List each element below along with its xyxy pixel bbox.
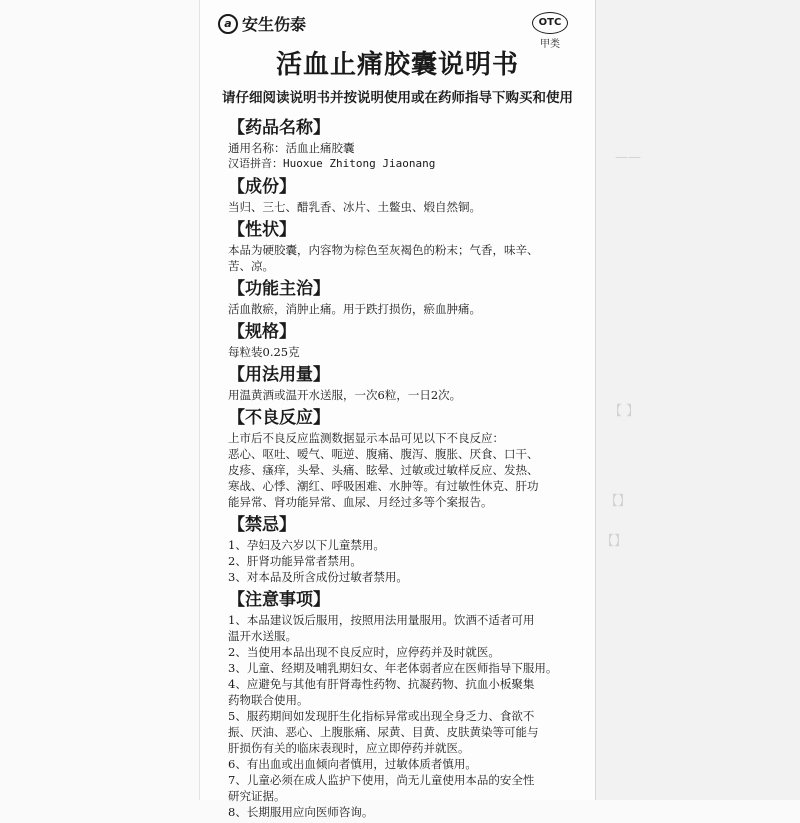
- section-line: 2、肝肾功能异常者禁用。: [228, 554, 362, 568]
- section-heading: 【用法用量】: [228, 365, 330, 385]
- usage-notice: 请仔细阅读说明书并按说明使用或在药师指导下购买和使用: [222, 90, 573, 106]
- instruction-leaflet: [200, 0, 595, 819]
- section-line: 汉语拼音：Huoxue Zhitong Jiaonang: [228, 157, 436, 170]
- section-specification: [228, 320, 583, 360]
- section-line: 温开水送服。: [228, 629, 297, 643]
- section-line: 研究证据。: [228, 789, 286, 803]
- document-title: 活血止痛胶囊说明书: [275, 50, 519, 80]
- section-line: 本品为硬胶囊，内容物为棕色至灰褐色的粉末；气香，味辛、: [228, 243, 539, 257]
- section-line: 7、儿童必须在成人监护下使用，尚无儿童使用本品的安全性: [228, 773, 535, 787]
- otc-label: OTC: [532, 12, 568, 34]
- section-line: 苦、凉。: [228, 259, 274, 273]
- section-description: [228, 218, 583, 274]
- background-leaflet: —— 【 】 【】 【】: [595, 0, 800, 800]
- otc-class: 甲类: [540, 39, 560, 50]
- section-line: 8、长期服用应向医师咨询。: [228, 805, 374, 819]
- brand-name: 安生伤泰: [242, 15, 307, 34]
- section-heading: 【成份】: [228, 177, 296, 197]
- section-precautions: [228, 588, 583, 820]
- leaflet-content: [228, 116, 583, 823]
- section-line: 肝损伤有关的临床表现时，应立即停药并就医。: [228, 741, 470, 755]
- brand: [218, 12, 306, 35]
- section-dosage: [228, 363, 583, 403]
- section-line: 2、当使用本品出现不良反应时，应停药并及时就医。: [228, 645, 500, 659]
- section-line: 3、对本品及所含成份过敏者禁用。: [228, 570, 408, 584]
- section-line: 上市后不良反应监测数据显示本品可见以下不良反应：: [228, 431, 504, 445]
- section-heading: 【规格】: [228, 322, 296, 342]
- section-line: 活血散瘀，消肿止痛。用于跌打损伤，瘀血肿痛。: [228, 302, 481, 316]
- section-line: 通用名称：活血止痛胶囊: [228, 141, 355, 155]
- section-heading: 【性状】: [228, 220, 296, 240]
- section-heading: 【药品名称】: [228, 118, 330, 138]
- section-line: 每粒装0.25克: [228, 345, 300, 359]
- section-line: 3、儿童、经期及哺乳期妇女、年老体弱者应在医师指导下服用。: [228, 661, 558, 675]
- section-heading: 【不良反应】: [228, 408, 330, 428]
- section-indications: [228, 277, 583, 317]
- section-contraindications: [228, 513, 583, 585]
- section-line: 振、厌油、恶心、上腹胀痛、尿黄、目黄、皮肤黄染等可能与: [228, 725, 539, 739]
- brand-logo: a: [218, 14, 238, 34]
- section-line: 1、本品建议饭后服用，按照用法用量服用。饮酒不适者可用: [228, 613, 535, 627]
- section-adverse-reactions: [228, 406, 583, 510]
- section-line: 能异常、肾功能异常、血尿、月经过多等个案报告。: [228, 495, 493, 509]
- section-line: 用温黄酒或温开水送服，一次6粒，一日2次。: [228, 388, 462, 402]
- section-line: 5、服药期间如发现肝生化指标异常或出现全身乏力、食欲不: [228, 709, 535, 723]
- section-heading: 【功能主治】: [228, 279, 330, 299]
- section-line: 6、有出血或出血倾向者慎用，过敏体质者慎用。: [228, 757, 477, 771]
- section-line: 4、应避免与其他有肝肾毒性药物、抗凝药物、抗血小板聚集: [228, 677, 535, 691]
- section-heading: 【注意事项】: [228, 590, 330, 610]
- section-line: 寒战、心悸、潮红、呼吸困难、水肿等。有过敏性休克、肝功: [228, 479, 539, 493]
- section-line: 当归、三七、醋乳香、冰片、土鳖虫、煅自然铜。: [228, 200, 481, 214]
- section-line: 1、孕妇及六岁以下儿童禁用。: [228, 538, 385, 552]
- section-ingredients: [228, 175, 583, 215]
- section-line: 皮疹、瘙痒，头晕、头痛、眩晕、过敏或过敏样反应、发热、: [228, 463, 539, 477]
- section-line: 恶心、呕吐、嗳气、呃逆、腹痛、腹泻、腹胀、厌食、口干、: [228, 447, 539, 461]
- section-heading: 【禁忌】: [228, 515, 296, 535]
- section-name: [228, 116, 583, 172]
- section-line: 药物联合使用。: [228, 693, 309, 707]
